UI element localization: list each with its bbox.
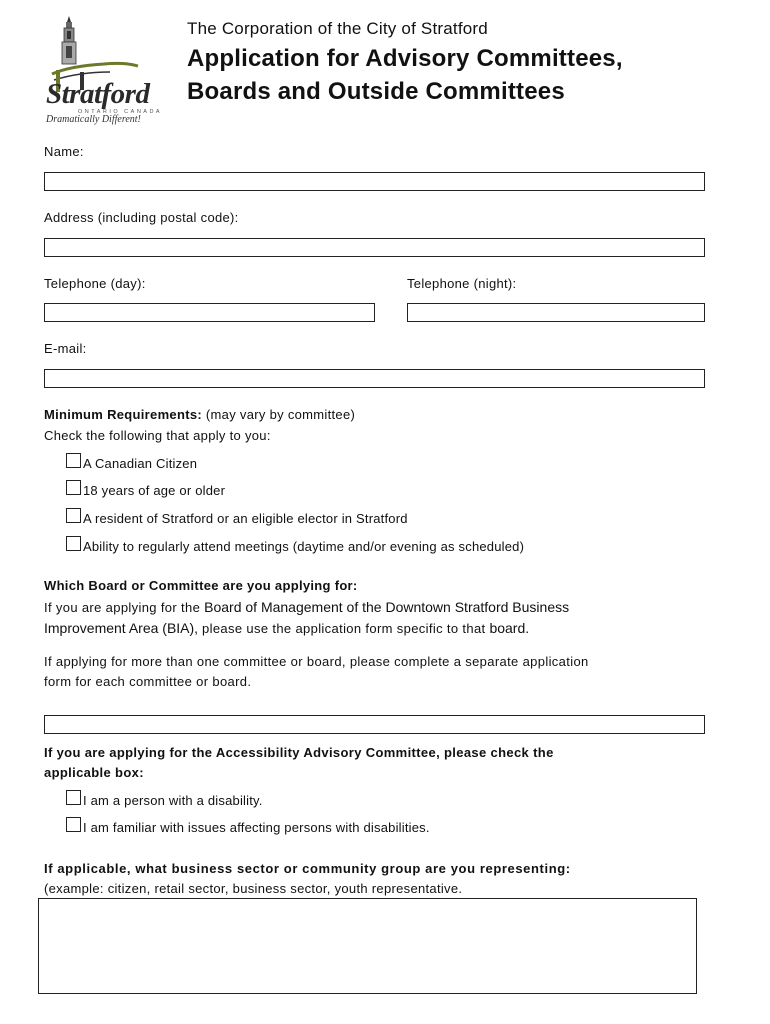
checkbox[interactable] [66, 480, 81, 495]
bia-board-name: Board of Management of the Downtown Stratford Business [204, 599, 570, 615]
bia-area-name: Improvement Area (BIA), [44, 620, 199, 636]
committee-input[interactable] [44, 715, 705, 734]
requirement-attendance[interactable] [66, 539, 524, 554]
name-label: Name: [44, 144, 84, 159]
multiple-committees-line-2: form for each committee or board. [44, 674, 252, 689]
checkbox[interactable] [66, 508, 81, 523]
committee-heading: Which Board or Committee are you applying for: [44, 578, 358, 593]
city-logo [40, 14, 170, 126]
logo-tagline: Dramatically Different! [46, 114, 141, 125]
telephone-day-label: Telephone (day): [44, 276, 146, 291]
multiple-committees-line-1: If applying for more than one committee or board, please complete a separate application [44, 654, 589, 669]
accessibility-option-label: I am familiar with issues affecting persons with disabilities. [83, 820, 430, 835]
accessibility-disability[interactable] [66, 793, 263, 808]
email-input[interactable] [44, 369, 705, 388]
accessibility-heading [44, 743, 714, 783]
multiple-committees-note [44, 652, 704, 692]
requirement-label: A resident of Stratford or an eligible elector in Stratford [83, 511, 408, 526]
name-input[interactable] [44, 172, 705, 191]
logo-region: ONTARIO CANADA [78, 109, 163, 115]
sector-example: (example: citizen, retail sector, business sector, youth representative. [44, 881, 463, 896]
accessibility-option-label: I am a person with a disability. [83, 793, 263, 808]
bia-note-part: If you are applying for the [44, 600, 201, 615]
corporation-name: The Corporation of the City of Stratford [187, 19, 488, 38]
bia-note-board: board. [489, 620, 530, 636]
bia-note [44, 597, 684, 639]
requirements-heading [44, 407, 355, 422]
form-title [187, 42, 623, 108]
requirements-instruction: Check the following that apply to you: [44, 428, 271, 443]
address-label: Address (including postal code): [44, 210, 239, 225]
requirements-heading-note: (may vary by committee) [205, 407, 356, 422]
sector-heading: If applicable, what business sector or community group are you representing: [44, 861, 571, 876]
form-title-line-1: Application for Advisory Committees, [187, 45, 623, 72]
requirement-citizen[interactable] [66, 456, 197, 471]
logo-wordmark: Stratford [46, 78, 150, 110]
accessibility-heading-line-2: applicable box: [44, 765, 144, 780]
checkbox[interactable] [66, 453, 81, 468]
sector-textarea[interactable] [38, 898, 697, 994]
requirement-label: 18 years of age or older [83, 483, 226, 498]
bia-note-part: please use the application form specific to that [202, 621, 486, 636]
accessibility-familiar[interactable] [66, 820, 430, 835]
address-input[interactable] [44, 238, 705, 257]
requirement-label: A Canadian Citizen [83, 456, 198, 471]
checkbox[interactable] [66, 817, 81, 832]
requirement-resident[interactable] [66, 511, 408, 526]
requirement-label: Ability to regularly attend meetings (daytime and/or evening as scheduled) [83, 539, 525, 554]
telephone-night-input[interactable] [407, 303, 705, 322]
accessibility-heading-line-1: If you are applying for the Accessibility Advisory Committee, please check the [44, 745, 554, 760]
checkbox[interactable] [66, 536, 81, 551]
requirements-heading-text: Minimum Requirements: [44, 407, 202, 422]
telephone-night-label: Telephone (night): [407, 276, 517, 291]
requirement-age[interactable] [66, 483, 225, 498]
telephone-day-input[interactable] [44, 303, 375, 322]
form-title-line-2: Boards and Outside Committees [187, 78, 565, 105]
email-label: E-mail: [44, 341, 87, 356]
checkbox[interactable] [66, 790, 81, 805]
